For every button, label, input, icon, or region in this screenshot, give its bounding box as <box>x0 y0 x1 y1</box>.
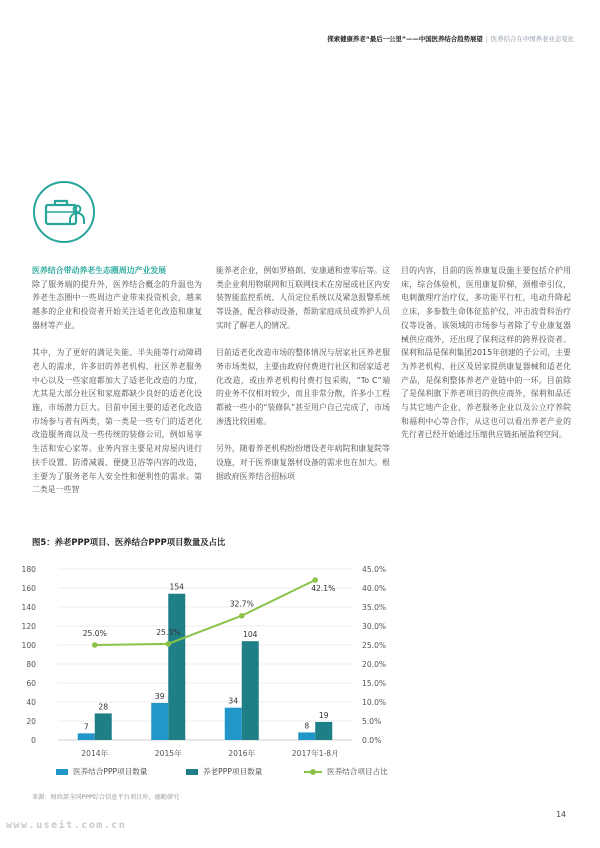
y-right-tick-label: 30.0% <box>362 622 387 631</box>
series-line <box>95 580 316 645</box>
data-label: 42.1% <box>311 584 336 594</box>
watermark: www.useit.com.cn <box>6 820 127 831</box>
line-point <box>312 577 318 583</box>
bar <box>315 722 332 740</box>
x-tick-label: 2017年1-8月 <box>291 749 339 758</box>
paragraph <box>32 264 202 333</box>
y-left-tick-label: 120 <box>21 622 36 631</box>
line-point <box>165 641 171 647</box>
y-right-tick-label: 40.0% <box>362 584 387 593</box>
paragraph: 目的内容，目前的医养康复设施主要包括介护用床，综合体验机，医用康复阶梯，颈椎牵引仪，电刺激理疗治疗仪，多功能平行杠，电动升降起立床，多参数生命体征监护仪，冲击波骨科治疗仪等设备。该领域的市场参与者除了专业康复器械供应商外，还出现了保利这样的跨界投资者。保利和品是保利集团2015年创建的子公司，主要为养老机构、社区及居家提供康复器械和适老化产品，是保利整体养老产业链中的一环。目前除了是保利旗下养老项目的供应商外，保利和品还与其它地产企业、养老服务企业以及公立疗养院和福利中心等合作，从这也可以看出养老产业的先行者已经开始通过压缩供应链拓展盈利空间。 <box>401 266 572 440</box>
header-title: 探索健康养老“最后一公里”——中国医养结合趋势展望 <box>327 35 483 43</box>
ppp-projects-chart <box>0 555 600 785</box>
y-right-tick-label: 20.0% <box>362 660 387 669</box>
bar <box>242 641 259 740</box>
paragraph: 能养老企业，例如罗格朗、安康通和壹零后等。这类企业利用物联网和互联网技术在房屋或社区内安装智能监控系统、人员定位系统以及紧急报警系统等设备，配合移动设备，帮助家庭成员或养护人员实时了解老人的情况。 <box>216 266 390 330</box>
data-label: 7 <box>83 722 89 732</box>
bar <box>298 732 315 740</box>
legend-swatch <box>186 769 198 775</box>
y-left-tick-label: 180 <box>21 565 36 574</box>
data-label: 28 <box>98 702 109 712</box>
header-section: 医养结合在中国养老业态变化 <box>490 35 574 43</box>
data-label: 39 <box>154 691 165 701</box>
bar <box>151 703 168 740</box>
header-separator: | <box>485 35 488 43</box>
data-label: 154 <box>169 582 184 592</box>
y-left-tick-label: 80 <box>26 660 36 669</box>
text-column-3 <box>401 264 571 442</box>
y-left-tick-label: 100 <box>21 641 36 650</box>
y-left-tick-label: 20 <box>26 717 36 726</box>
legend-label: 医养结合项目占比 <box>327 767 388 776</box>
y-right-tick-label: 15.0% <box>362 679 387 688</box>
line-point <box>239 613 245 619</box>
data-label: 34 <box>228 696 239 706</box>
text-column-1 <box>32 264 202 497</box>
data-label: 25.3% <box>156 627 181 637</box>
y-left-tick-label: 40 <box>26 698 36 707</box>
figure-source: 来源：财政部全国PPP综合信息平台项目库，德勤研究 <box>32 794 180 801</box>
y-left-tick-label: 140 <box>21 603 36 612</box>
y-left-tick-label: 60 <box>26 679 36 688</box>
bar <box>225 708 242 740</box>
section-heading: 医养结合带动养老生态圈周边产业发展 <box>32 266 167 275</box>
bar <box>78 733 95 740</box>
briefcase-person-icon <box>32 180 96 244</box>
y-right-tick-label: 45.0% <box>362 565 387 574</box>
figure-title: 图5：养老PPP项目、医养结合PPP项目数量及占比 <box>32 537 226 547</box>
legend-swatch <box>56 769 68 775</box>
paragraph: 其中，为了更好的满足失能、半失能等行动障碍老人的需求，许多旧的养老机构、社区养老服务中心以及一些家庭都加大了适老化改造的力度，尤其是大部分社区和家庭都缺少良好的适老化设施，市场潜力巨大。目前中国主要的适老化改造市场参与者有两类，第一类是一些专门的适老化改造服务商以及一些传统的装修公司，例如易享生活和安心家等。业务内容主要是对房屋内进行扶手设置、防滑减震、便捷卫浴等内容的改造，主要为了服务老年人安全性和便利性的需求。第二类是一些智 <box>32 348 202 495</box>
data-label: 19 <box>318 710 329 720</box>
legend-item <box>186 766 262 777</box>
chart-legend <box>0 766 600 780</box>
paragraph: 目前适老化改造市场的整体情况与居家社区养老服务市场类似，主要由政府付费进行社区和居家适老化改造，或由养老机构付费打包采购，“To C”端的业务不仅相对较少，而且非常分散，许多小工程都被一些小的“装修队”甚至用户自己完成了，市场渗透比较困难。 <box>216 348 390 426</box>
page-number: 14 <box>556 810 566 819</box>
y-right-tick-label: 5.0% <box>362 717 382 726</box>
bar <box>168 594 185 740</box>
x-tick-label: 2016年 <box>228 749 256 758</box>
text-column-2 <box>216 264 390 483</box>
data-label: 25.0% <box>82 629 107 638</box>
data-label: 32.7% <box>229 599 254 609</box>
y-left-tick-label: 0 <box>31 736 36 745</box>
x-tick-label: 2015年 <box>154 749 182 758</box>
paragraph: 另外，随着养老机构纷纷增设老年病院和康复院等设施，对于医养康复器材设备的需求也在加大。根据政府医养结合招标项 <box>216 444 390 481</box>
data-label: 104 <box>243 630 258 640</box>
legend-item <box>304 766 388 777</box>
legend-label: 医养结合PPP项目数量 <box>73 767 148 776</box>
y-right-tick-label: 10.0% <box>362 698 387 707</box>
y-left-tick-label: 160 <box>21 584 36 593</box>
y-right-tick-label: 25.0% <box>362 641 387 650</box>
bar <box>95 713 112 740</box>
x-tick-label: 2014年 <box>81 749 109 758</box>
data-label: 8 <box>304 721 310 731</box>
paragraph-text: 除了服务端的提升外，医养结合概念的升温也为养老生态圈中一些周边产业带来投资机会，越来越多的企业和投资者开始关注适老化改造和康复器材等产业。 <box>32 279 202 330</box>
legend-line-marker <box>304 771 322 773</box>
legend-label: 养老PPP项目数量 <box>203 767 263 776</box>
legend-item <box>56 766 148 777</box>
y-right-tick-label: 35.0% <box>362 603 387 612</box>
running-header <box>327 34 574 43</box>
y-right-tick-label: 0.0% <box>362 736 382 745</box>
line-point <box>92 642 98 648</box>
